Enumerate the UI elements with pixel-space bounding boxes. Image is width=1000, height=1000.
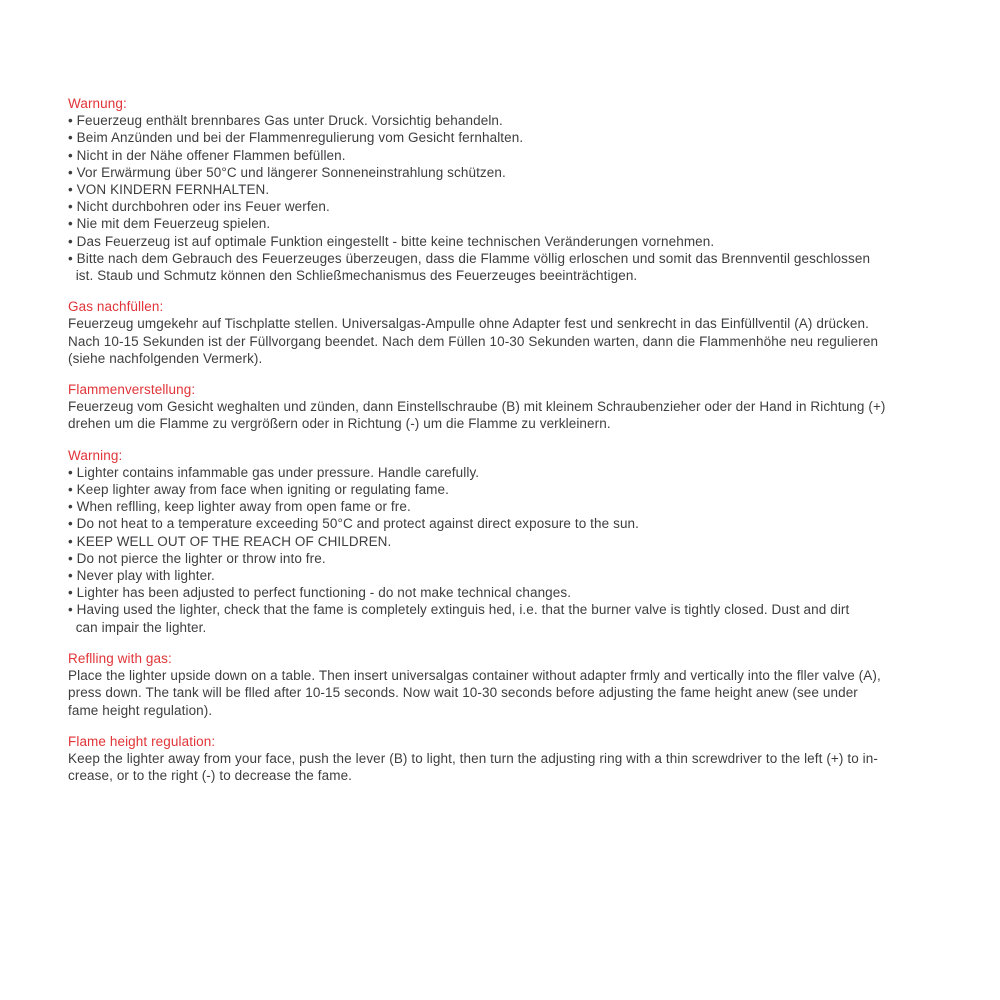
text-line: fame height regulation). xyxy=(68,702,213,718)
instruction-document xyxy=(68,95,968,784)
text-line: • Beim Anzünden und bei der Flammenregulierung vom Gesicht fernhalten. xyxy=(68,130,524,146)
text-line: • Nie mit dem Feuerzeug spielen. xyxy=(68,216,271,232)
section-heading: Warnung: xyxy=(68,96,127,111)
text-line: • Keep lighter away from face when igniting or regulating fame. xyxy=(68,482,449,498)
text-line: • Lighter has been adjusted to perfect functioning - do not make technical changes. xyxy=(68,585,572,601)
text-line: • Feuerzeug enthält brennbares Gas unter Druck. Vorsichtig behandeln. xyxy=(68,113,503,129)
text-line: crease, or to the right (-) to decrease the fame. xyxy=(68,768,353,784)
instruction-section xyxy=(68,298,968,367)
text-line: press down. The tank will be flled after 10-15 seconds. Now wait 10-30 seconds before adjusting the fame height anew (see under xyxy=(68,685,858,701)
text-line: can impair the lighter. xyxy=(68,619,207,635)
text-line: Place the lighter upside down on a table. Then insert universalgas container without adapter frmly and vertically into the fller valve (A), xyxy=(68,668,881,684)
text-line: Keep the lighter away from your face, push the lever (B) to light, then turn the adjusting ring with a thin screwdriver to the left (+) to in- xyxy=(68,750,878,766)
text-line: • Nicht durchbohren oder ins Feuer werfen. xyxy=(68,199,330,215)
instruction-section xyxy=(68,447,968,636)
section-heading: Warning: xyxy=(68,447,123,463)
section-heading: Gas nachfüllen: xyxy=(68,299,164,315)
text-line: • VON KINDERN FERNHALTEN. xyxy=(68,182,270,198)
text-line: • Do not pierce the lighter or throw into fre. xyxy=(68,550,326,566)
text-line: drehen um die Flamme zu vergrößern oder in Richtung (-) um die Flamme zu verkleinern. xyxy=(68,416,611,432)
text-line: • Having used the lighter, check that the fame is completely extinguis hed, i.e. that the burner valve is tightly closed. Dust and dirt xyxy=(68,602,850,618)
text-line: • Nicht in der Nähe offener Flammen befüllen. xyxy=(68,147,346,163)
section-heading: Flame height regulation: xyxy=(68,733,216,749)
text-line: Feuerzeug umgekehr auf Tischplatte stellen. Universalgas-Ampulle ohne Adapter fest und senkrecht in das Einfüllventil (A) drücken. xyxy=(68,316,869,332)
text-line: • When reflling, keep lighter away from open fame or fre. xyxy=(68,499,411,515)
instruction-section xyxy=(68,733,968,785)
text-line: • Never play with lighter. xyxy=(68,568,215,584)
text-line: • Bitte nach dem Gebrauch des Feuerzeuges überzeugen, dass die Flamme völlig erloschen und somit das Brennventil geschlossen xyxy=(68,250,871,266)
text-line: Nach 10-15 Sekunden ist der Füllvorgang beendet. Nach dem Füllen 10-30 Sekunden warten, dann die Flammenhöhe neu regulieren xyxy=(68,333,879,349)
text-line: • Do not heat to a temperature exceeding 50°C and protect against direct exposure to the sun. xyxy=(68,516,640,532)
instruction-section xyxy=(68,650,968,719)
text-line: ist. Staub und Schmutz können den Schließmechanismus des Feuerzeuges beeinträchtigen. xyxy=(68,268,638,284)
text-line: Feuerzeug vom Gesicht weghalten und zünden, dann Einstellschraube (B) mit kleinem Schraubenzieher oder der Hand in Richtung (+) xyxy=(68,399,886,415)
text-line: • Das Feuerzeug ist auf optimale Funktion eingestellt - bitte keine technischen Veränderungen vornehmen. xyxy=(68,233,715,249)
text-line: • KEEP WELL OUT OF THE REACH OF CHILDREN. xyxy=(68,533,392,549)
section-heading: Reflling with gas: xyxy=(68,650,172,666)
text-line: • Lighter contains infammable gas under pressure. Handle carefully. xyxy=(68,464,480,480)
text-line: • Vor Erwärmung über 50°C und längerer Sonneneinstrahlung schützen. xyxy=(68,164,506,180)
instruction-section xyxy=(68,381,968,433)
section-heading: Flammenverstellung: xyxy=(68,382,196,398)
instruction-section xyxy=(68,95,968,284)
text-line: (siehe nachfolgenden Vermerk). xyxy=(68,350,263,366)
